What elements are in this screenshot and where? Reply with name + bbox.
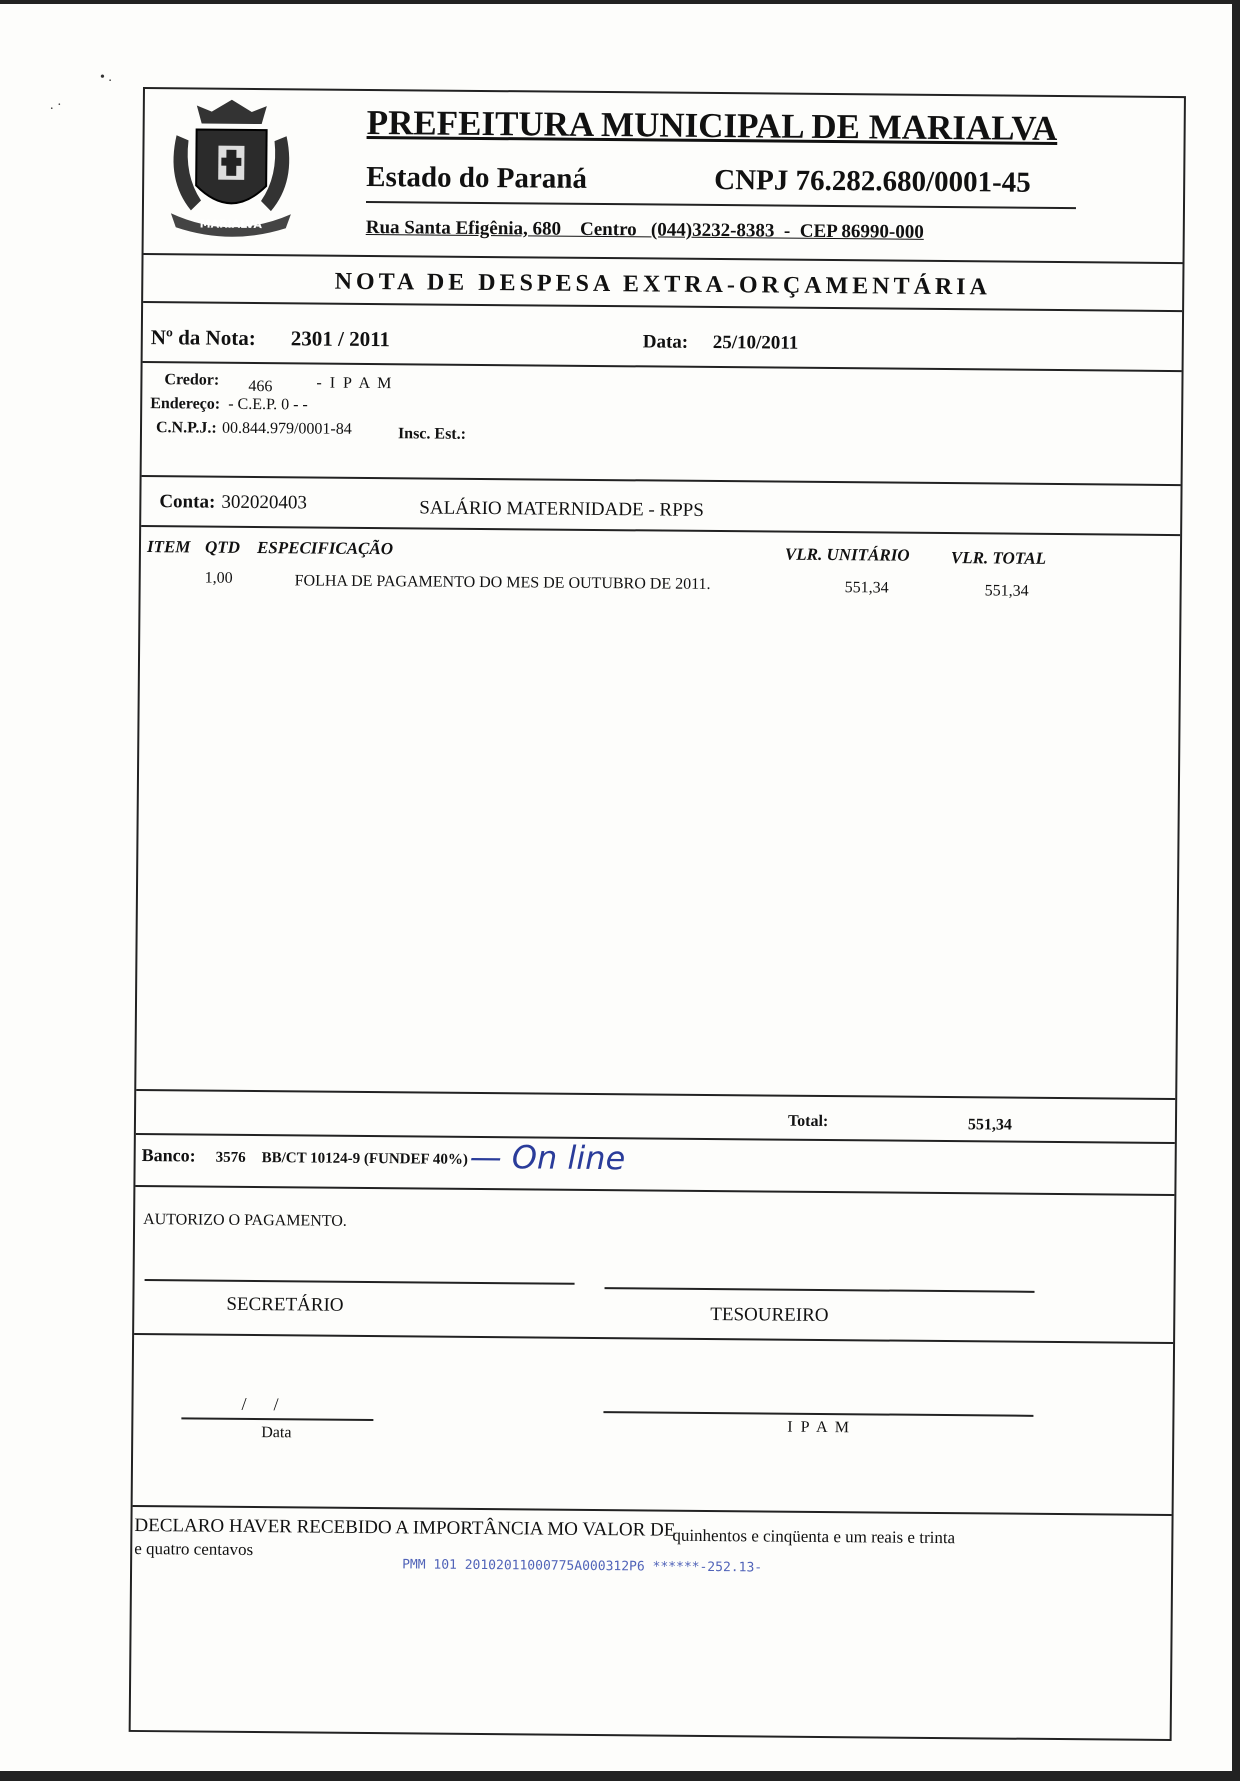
nota-date-label: Data: [642,331,689,353]
insc-est-label: Insc. Est.: [397,425,467,443]
divider [141,525,1180,536]
credor-cnpj-value: 00.844.979/0001-84 [221,419,352,438]
endereco-value: - C.E.P. 0 - - [228,395,308,414]
scan-speck: • . [100,70,112,85]
receipt-recipient: I P A M [787,1418,852,1437]
total-label: Total: [787,1112,829,1131]
tesoureiro-signature-line [605,1287,1035,1293]
scan-edge-top [0,0,1240,4]
receipt-date-label: Data [261,1424,292,1442]
secretario-signature-line [145,1279,575,1285]
declaration-amount-words: quinhentos e cinqüenta e um reais e trinta [672,1525,956,1548]
divider [144,253,1183,264]
banco-label: Banco: [141,1145,196,1166]
col-header-item: ITEM [146,537,191,557]
col-header-especificacao: ESPECIFICAÇÃO [256,538,394,559]
receipt-signature-line [603,1411,1033,1417]
table-row-especificacao: FOLHA DE PAGAMENTO DO MES DE OUTUBRO DE 2011. [294,572,711,593]
secretario-label: SECRETÁRIO [226,1293,344,1316]
authorization-text: AUTORIZO O PAGAMENTO. [143,1211,347,1230]
table-row-vlr-unitario: 551,34 [844,579,889,597]
divider [136,1089,1175,1100]
credor-code: 466 [248,377,273,396]
municipal-crest-icon [166,95,297,241]
nota-number-label: Nº da Nota: [150,325,256,350]
crest-banner-text: MARIALVA [199,217,263,232]
col-header-qtd: QTD [204,537,241,557]
divider [133,1505,1172,1516]
declaration-prefix: DECLARO HAVER RECEBIDO A IMPORTÂNCIA MO VALOR DE [134,1514,676,1541]
credor-cnpj-label: C.N.P.J.: [155,419,217,437]
conta-number: 302020403 [221,491,307,514]
scan-edge-bottom [0,1771,1240,1781]
divider [143,361,1182,372]
declaration-amount-words-cont: e quatro centavos [134,1538,254,1560]
municipality-cnpj: CNPJ 76.282.680/0001-45 [714,163,1031,199]
banco-description: BB/CT 10124-9 (FUNDEF 40%) [261,1150,468,1168]
tesoureiro-label: TESOUREIRO [710,1303,829,1327]
credor-name: - I P A M [316,374,394,393]
divider [134,1333,1173,1344]
scan-speck: . · [50,98,62,113]
header-underline [366,201,1076,209]
table-row-qtd: 1,00 [204,569,233,587]
banco-code: 3576 [215,1149,246,1166]
receipt-date-line [181,1417,373,1421]
table-row-vlr-total: 551,34 [984,582,1029,600]
divider [135,1185,1174,1196]
mechanical-stamp: PMM 101 20102011000775A000312P6 ******-252.13- [402,1557,763,1576]
nota-number-value: 2301 / 2011 [290,326,391,352]
conta-description: SALÁRIO MATERNIDADE - RPPS [419,497,704,521]
nota-date-value: 25/10/2011 [712,331,799,354]
col-header-vlr-unitario: VLR. UNITÁRIO [784,544,910,565]
divider [142,475,1181,486]
conta-label: Conta: [159,491,216,513]
divider [143,301,1182,312]
divider [136,1133,1175,1144]
col-header-vlr-total: VLR. TOTAL [950,548,1047,568]
receipt-date-slashes: / / [241,1393,279,1415]
municipality-title: PREFEITURA MUNICIPAL DE MARIALVA [366,102,1058,148]
scan-edge-right [1232,0,1240,1781]
municipality-address: Rua Santa Efigênia, 680 Centro (044)3232-8383 - CEP 86990-000 [365,216,924,243]
state-name: Estado do Paraná [366,160,588,195]
total-value: 551,34 [967,1116,1013,1134]
endereco-label: Endereço: [150,395,221,413]
expense-note-form [129,87,1186,1741]
credor-label: Credor: [164,371,220,389]
document-title: NOTA DE DESPESA EXTRA-ORÇAMENTÁRIA [334,268,992,301]
handwritten-annotation: — On line [469,1137,626,1178]
